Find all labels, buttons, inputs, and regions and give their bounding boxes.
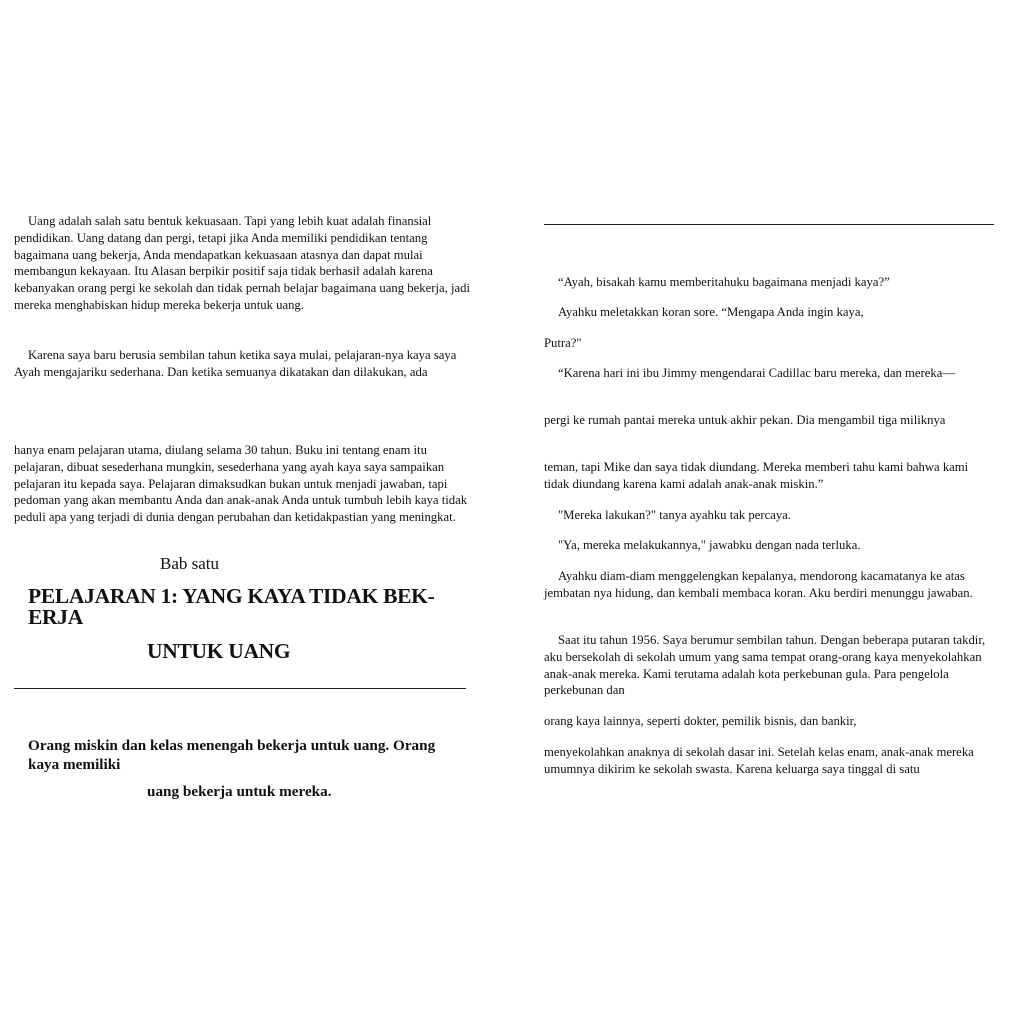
chapter-title-continued: UNTUK UANG [147,639,291,663]
chapter-epigraph-continued: uang bekerja untuk mereka. [147,783,332,800]
chapter-divider [14,688,466,689]
body-paragraph: Ayahku meletakkan koran sore. “Mengapa Anda ingin kaya, [558,305,864,319]
left-page [14,0,476,1024]
body-paragraph: teman, tapi Mike dan saya tidak diundang. Mereka memberi tahu kami bahwa kami tidak diundang karena kami adalah anak-anak miskin.” [544,460,969,491]
body-paragraph: "Mereka lakukan?" tanya ayahku tak percaya. [558,508,791,522]
page-divider [544,224,994,225]
body-paragraph: Saat itu tahun 1956. Saya berumur sembilan tahun. Dengan beberapa putaran takdir, aku bersekolah di sekolah umum yang sama tempat orang-orang kaya menyekolahkan anak-anak mereka. Kami terutama adalah kota perkebunan gula. Para pengelola perkebunan dan [544,633,986,698]
body-paragraph: orang kaya lainnya, seperti dokter, pemilik bisnis, dan bankir, [544,714,857,728]
body-paragraph: Ayahku diam-diam menggelengkan kepalanya, mendorong kacamatanya ke atas jembatan nya hidung, dan kembali membaca koran. Aku berdiri menunggu jawaban. [544,569,973,600]
body-paragraph: Karena saya baru berusia sembilan tahun ketika saya mulai, pelajaran-nya kaya saya Ayah mengajariku sederhana. Dan ketika semuanya dikatakan dan dilakukan, ada [14,348,457,379]
body-paragraph: “Ayah, bisakah kamu memberitahuku bagaimana menjadi kaya?” [558,275,890,289]
body-paragraph: "Ya, mereka melakukannya," jawabku dengan nada terluka. [558,538,861,552]
body-paragraph: “Karena hari ini ibu Jimmy mengendarai Cadillac baru mereka, dan mereka— [558,366,956,380]
chapter-label: Bab satu [160,554,220,573]
body-paragraph: Putra?" [544,336,582,350]
body-paragraph: menyekolahkan anaknya di sekolah dasar ini. Setelah kelas enam, anak-anak mereka umumnya dikirim ke sekolah swasta. Karena keluarga saya tinggal di satu [544,745,974,776]
right-page [544,0,996,1024]
chapter-epigraph: Orang miskin dan kelas menengah bekerja untuk uang. Orang kaya memiliki [28,737,436,773]
body-paragraph: hanya enam pelajaran utama, diulang selama 30 tahun. Buku ini tentang enam itu pelajaran, dibuat sesederhana mungkin, sesederhana yang ayah kaya saya sampaikan pelajaran itu kepada saya. Pelajaran dimaksudkan bukan untuk menjadi jawaban, tapi pedoman yang akan membantu Anda dan anak-anak Anda untuk tumbuh lebih kaya tidak peduli apa yang terjadi di dunia dengan perubahan dan ketidakpastian yang meningkat. [14,443,468,525]
body-paragraph: Uang adalah salah satu bentuk kekuasaan. Tapi yang lebih kuat adalah finansial pendidikan. Uang datang dan pergi, tetapi jika Anda memiliki pendidikan tentang bagaimana uang bekerja, Anda mendapatkan kekuasaan atasnya dan dapat mulai membangun kekayaan. Itu Alasan berpikir positif saja tidak berhasil adalah karena kebanyakan orang pergi ke sekolah dan tidak pernah belajar bagaimana uang bekerja, jadi mereka menghabiskan hidup mereka bekerja untuk uang. [14,214,470,312]
body-paragraph: pergi ke rumah pantai mereka untuk akhir pekan. Dia mengambil tiga miliknya [544,413,946,427]
chapter-title: PELAJARAN 1: YANG KAYA TIDAK BEK-ERJA [28,584,435,629]
